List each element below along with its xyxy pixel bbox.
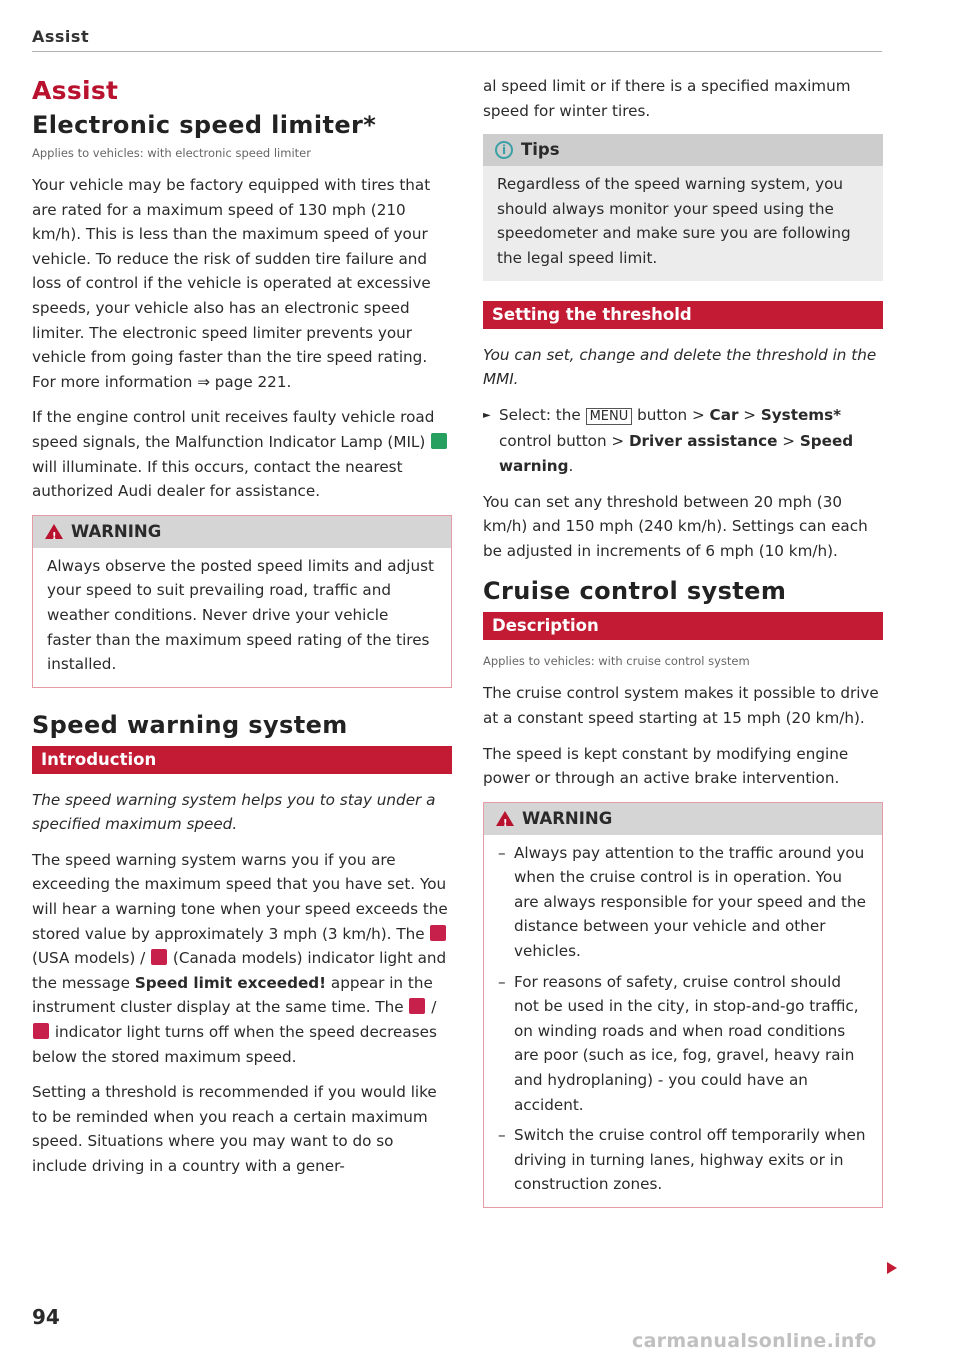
sws-heading: Speed warning system [32, 710, 348, 739]
esl-mil-paragraph: If the engine control unit receives faulty vehicle road speed signals, the Malfunction Indicator Lamp (MIL) will illuminate. If this occurs, contact the nearest authorized Audi dealer for assistance. [32, 405, 452, 503]
canada-speed-lamp-icon [151, 949, 167, 965]
running-header: Assist [32, 27, 90, 46]
ccs-warning-box [483, 802, 883, 1208]
page-number: 94 [32, 1305, 60, 1329]
watermark: carmanualsonline.info [632, 1330, 877, 1352]
warning-list-item: – For reasons of safety, cruise control should not be used in the city, in stop-and-go traffic, on winding roads and when road conditions are poor (such as ice, fog, gravel, heavy rain and hydroplaning) - you could have an accident. [498, 970, 868, 1118]
tips-header: i Tips [483, 134, 883, 166]
warning-header: ! WARNING [33, 516, 451, 548]
esl-warning-box [32, 515, 452, 688]
continued-arrow-icon [887, 1262, 897, 1274]
header-rule [32, 51, 882, 52]
warning-triangle-icon [45, 524, 63, 539]
esl-paragraph: Your vehicle may be factory equipped with tires that are rated for a maximum speed of 130 mph (210 km/h). This is less than the maximum speed of your vehicle. To reduce the risk of sudden tire failure and loss of control if the vehicle is operated at excessive speeds, your vehicle also has an electronic speed limiter. The electronic speed limiter prevents your vehicle from going faster than the tire speed rating. For more information ⇒ page 221. [32, 176, 431, 391]
threshold-intro: You can set, change and delete the threshold in the MMI. [483, 345, 877, 389]
mil-lamp-icon [431, 433, 447, 449]
canada-speed-lamp-icon [33, 1023, 49, 1039]
threshold-range: You can set any threshold between 20 mph (30 km/h) and 150 mph (240 km/h). Settings can each be adjusted in increments of 6 mph (10 km/h). [483, 492, 868, 560]
warning-triangle-icon [496, 811, 514, 826]
sws-continued-text: al speed limit or if there is a specified maximum speed for winter tires. [483, 77, 851, 120]
warning-list-item: – Switch the cruise control off temporarily when driving in turning lanes, highway exits or in construction zones. [498, 1123, 868, 1197]
usa-speed-lamp-icon [430, 925, 446, 941]
ccs-description-bar: Description [483, 612, 883, 640]
ccs-heading: Cruise control system [483, 577, 787, 606]
usa-speed-lamp-icon [409, 998, 425, 1014]
warning-header: ! WARNING [484, 803, 882, 835]
right-column [483, 74, 883, 1228]
threshold-step: ► Select: the MENU button > Car > Systems* control button > Driver assistance > Speed warning. [483, 403, 883, 479]
sws-introduction-bar: Introduction [32, 746, 452, 774]
tips-text: Regardless of the speed warning system, you should always monitor your speed using the speedometer and make sure you are following the legal speed limit. [497, 175, 851, 267]
esl-applies: Applies to vehicles: with electronic speed limiter [32, 146, 311, 160]
info-icon: i [495, 141, 513, 159]
esl-warning-text: Always observe the posted speed limits and adjust your speed to suit prevailing road, traffic and weather conditions. Never drive your vehicle faster than the maximum speed rating of the tires installed. [47, 556, 434, 674]
chapter-title: Assist [32, 76, 119, 105]
sws-threshold-paragraph: Setting a threshold is recommended if you would like to be reminded when you reach a certain maximum speed. Situations where you may want to do so include driving in a country with a gener- [32, 1083, 437, 1175]
warning-list-item: – Always pay attention to the traffic around you when the cruise control is in operation. You are always responsible for your speed and the distance between your vehicle and other vehicles. [498, 841, 868, 964]
esl-heading: Electronic speed limiter* [32, 111, 377, 139]
ccs-paragraph-1: The cruise control system makes it possible to drive at a constant speed starting at 15 mph (20 km/h). [483, 684, 879, 727]
tips-box [483, 134, 883, 280]
threshold-bar: Setting the threshold [483, 301, 883, 329]
ccs-applies: Applies to vehicles: with cruise control system [483, 654, 750, 669]
menu-key: MENU [586, 408, 633, 425]
sws-paragraph: The speed warning system warns you if you are exceeding the maximum speed that you have set. You will hear a warning tone when your speed exceeds the stored value by approximately 3 mph (3 km/h). The (USA models) / (Canada models) indicator light and the message Speed limit exceeded! appear in the instrument cluster display at the same time. The / indicator light turns off when the speed decreases below the stored maximum speed. [32, 850, 448, 1066]
sws-intro: The speed warning system helps you to stay under a specified maximum speed. [32, 790, 436, 834]
ccs-paragraph-2: The speed is kept constant by modifying engine power or through an active brake intervention. [483, 744, 849, 788]
left-column [32, 74, 452, 1190]
